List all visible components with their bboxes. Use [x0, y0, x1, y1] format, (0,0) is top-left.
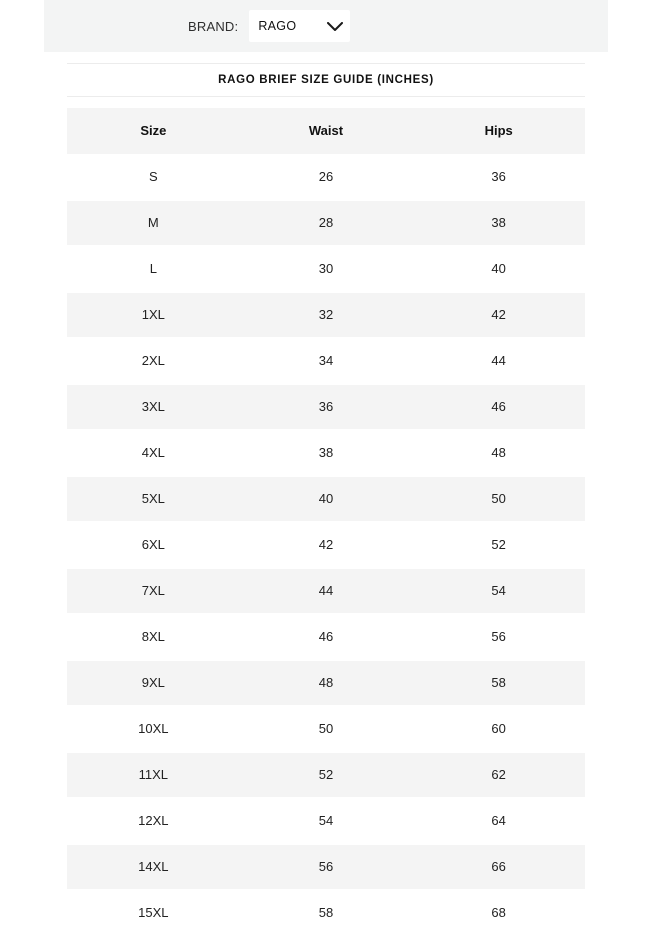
hips-cell: 68	[491, 905, 506, 920]
table-row	[67, 292, 585, 338]
waist-cell: 46	[318, 629, 334, 644]
hips-cell: 44	[491, 353, 506, 368]
waist-cell: 58	[318, 905, 334, 920]
waist-cell: 32	[318, 307, 334, 322]
brand-bar	[44, 0, 608, 52]
waist-cell: 26	[318, 169, 334, 184]
column-header-waist: Waist	[308, 123, 344, 138]
hips-cell: 66	[491, 859, 506, 874]
hips-cell: 40	[491, 261, 506, 276]
table-row	[67, 706, 585, 752]
size-guide-table-body	[67, 154, 585, 936]
hips-cell: 36	[491, 169, 506, 184]
size-cell: S	[148, 169, 158, 184]
hips-cell: 42	[491, 307, 506, 322]
table-row	[67, 752, 585, 798]
table-row	[67, 522, 585, 568]
table-row	[67, 844, 585, 890]
size-cell: 14XL	[138, 859, 169, 874]
table-header-row	[67, 108, 585, 154]
size-cell: 10XL	[138, 721, 169, 736]
waist-cell: 52	[318, 767, 334, 782]
hips-cell: 50	[491, 491, 506, 506]
size-cell: 12XL	[138, 813, 169, 828]
hips-cell: 38	[491, 215, 506, 230]
size-cell: 11XL	[138, 767, 169, 782]
hips-cell: 46	[491, 399, 506, 414]
hips-cell: 62	[491, 767, 506, 782]
waist-cell: 38	[318, 445, 334, 460]
size-cell: 4XL	[141, 445, 165, 460]
size-cell: 7XL	[141, 583, 165, 598]
size-cell: L	[149, 261, 157, 276]
brand-select[interactable]	[249, 10, 350, 42]
size-guide-title-row	[67, 63, 585, 97]
size-cell: 9XL	[141, 675, 165, 690]
size-guide-table	[67, 108, 585, 936]
table-row	[67, 384, 585, 430]
table-row	[67, 430, 585, 476]
table-row	[67, 568, 585, 614]
waist-cell: 42	[318, 537, 334, 552]
waist-cell: 56	[318, 859, 334, 874]
size-cell: 6XL	[141, 537, 165, 552]
table-row	[67, 890, 585, 936]
table-row	[67, 338, 585, 384]
table-row	[67, 798, 585, 844]
brand-select-value: RAGO	[258, 19, 297, 33]
hips-cell: 64	[491, 813, 506, 828]
chevron-down-icon	[327, 22, 343, 31]
table-row	[67, 660, 585, 706]
waist-cell: 48	[318, 675, 334, 690]
size-cell: 15XL	[138, 905, 169, 920]
table-row	[67, 246, 585, 292]
size-guide-title: RAGO BRIEF SIZE GUIDE (INCHES)	[218, 74, 434, 86]
waist-cell: 34	[318, 353, 334, 368]
waist-cell: 28	[318, 215, 334, 230]
size-cell: 5XL	[141, 491, 165, 506]
hips-cell: 56	[491, 629, 506, 644]
hips-cell: 60	[491, 721, 506, 736]
size-cell: 8XL	[141, 629, 165, 644]
size-cell: M	[147, 215, 159, 230]
table-row	[67, 200, 585, 246]
size-cell: 2XL	[141, 353, 165, 368]
hips-cell: 52	[491, 537, 506, 552]
table-row	[67, 614, 585, 660]
column-header-size: Size	[140, 123, 167, 138]
hips-cell: 48	[491, 445, 506, 460]
waist-cell: 30	[318, 261, 334, 276]
brand-label: BRAND:	[188, 18, 239, 34]
waist-cell: 36	[318, 399, 334, 414]
table-row	[67, 476, 585, 522]
size-cell: 1XL	[141, 307, 165, 322]
hips-cell: 58	[491, 675, 506, 690]
table-row	[67, 154, 585, 200]
waist-cell: 54	[318, 813, 334, 828]
waist-cell: 50	[318, 721, 334, 736]
waist-cell: 44	[318, 583, 334, 598]
hips-cell: 54	[491, 583, 506, 598]
waist-cell: 40	[318, 491, 334, 506]
column-header-hips: Hips	[484, 123, 513, 138]
size-cell: 3XL	[141, 399, 165, 414]
